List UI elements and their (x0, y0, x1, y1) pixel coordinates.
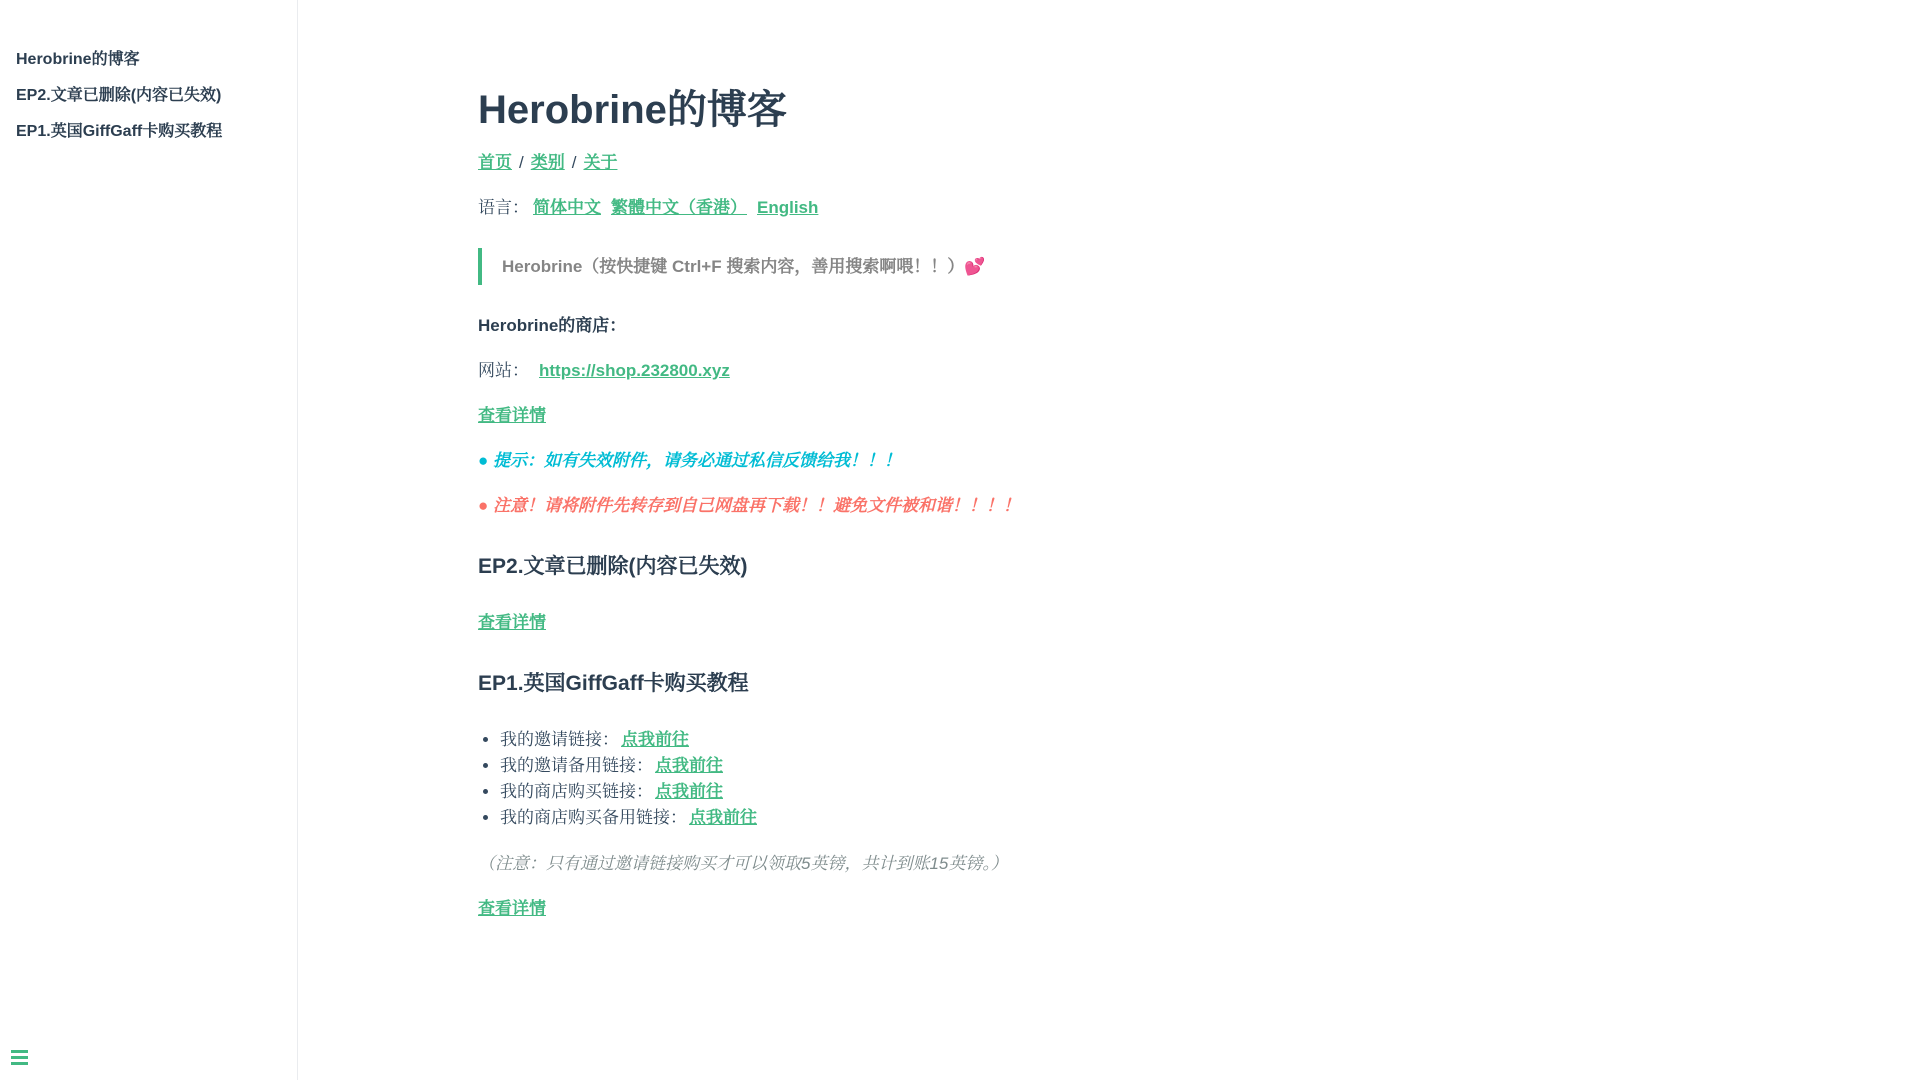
sidebar-item-ep1[interactable]: EP1.英国GiffGaff卡购买教程 (16, 123, 223, 140)
ep1-shop-buy-link[interactable]: 点我前往 (655, 782, 723, 801)
language-switcher (478, 195, 1398, 220)
ep1-shop-buy-backup-link[interactable]: 点我前往 (689, 808, 757, 827)
intro-blockquote (478, 248, 1398, 285)
ep1-link-label: 我的商店购买链接： (500, 782, 653, 801)
breadcrumb (478, 150, 1398, 175)
notice-save-to-netdisk: ● 注意！请将附件先转存到自己网盘再下载！！避免文件被和谐！！！！ (478, 496, 1020, 515)
page-title: Herobrine的博客 (478, 88, 787, 132)
markdown-section (298, 0, 1458, 1021)
sidebar-item (16, 86, 279, 105)
ep1-invite-link[interactable]: 点我前往 (621, 730, 689, 749)
sidebar-nav (16, 50, 279, 141)
ep1-links-list (478, 727, 1398, 831)
list-item (500, 805, 1398, 831)
content-area (298, 0, 1920, 1021)
intro-quote-text: Herobrine（按快捷键 Ctrl+F 搜索内容，善用搜索啊喂！！）💕 (502, 257, 986, 276)
ep1-link-label: 我的商店购买备用链接： (500, 808, 687, 827)
sidebar-list (16, 50, 279, 141)
list-item (500, 753, 1398, 779)
sidebar-item (16, 122, 279, 141)
breadcrumb-category-link[interactable]: 类别 (530, 153, 565, 172)
sidebar (0, 0, 298, 1080)
notice-feedback: ● 提示：如有失效附件，请务必通过私信反馈给我！！！ (478, 451, 901, 470)
breadcrumb-separator: / (571, 153, 577, 172)
language-label: 语言： (478, 198, 529, 217)
breadcrumb-home-link[interactable]: 首页 (478, 153, 512, 172)
sidebar-item-ep2[interactable]: EP2.文章已删除(内容已失效) (16, 87, 222, 104)
shop-heading: Herobrine的商店： (478, 316, 627, 335)
shop-detail-link[interactable]: 查看详情 (478, 406, 546, 425)
language-link-traditional-chinese-hk[interactable]: 繁體中文（香港） (611, 198, 747, 217)
ep1-note: （注意：只有通过邀请链接购买才可以领取5英镑，共计到账15英镑。） (478, 854, 1008, 873)
sidebar-toggle-button[interactable] (11, 1047, 28, 1068)
sidebar-item (16, 50, 279, 69)
ep1-invite-backup-link[interactable]: 点我前往 (655, 756, 723, 775)
shop-detail-row (478, 403, 1398, 428)
list-item (500, 779, 1398, 805)
list-item (500, 727, 1398, 753)
language-link-simplified-chinese[interactable]: 简体中文 (533, 198, 601, 217)
breadcrumb-separator: / (519, 153, 524, 172)
post-ep1-title: EP1.英国GiffGaff卡购买教程 (478, 672, 749, 695)
shop-site-link[interactable]: https://shop.232800.xyz (539, 361, 730, 380)
ep2-detail-row (478, 610, 1398, 635)
ep1-detail-link[interactable]: 查看详情 (478, 899, 546, 918)
sidebar-item-blog-home[interactable]: Herobrine的博客 (16, 51, 140, 68)
post-ep2-title: EP2.文章已删除(内容已失效) (478, 555, 748, 578)
breadcrumb-about-link[interactable]: 关于 (583, 153, 618, 172)
hamburger-icon (11, 1050, 28, 1065)
language-link-english[interactable]: English (757, 198, 819, 217)
shop-site-line (478, 358, 1398, 383)
ep1-link-label: 我的邀请备用链接： (500, 756, 653, 775)
ep1-link-label: 我的邀请链接： (500, 730, 619, 749)
ep1-detail-row (478, 896, 1398, 921)
shop-site-label: 网站： (478, 361, 529, 380)
ep2-detail-link[interactable]: 查看详情 (478, 613, 546, 632)
